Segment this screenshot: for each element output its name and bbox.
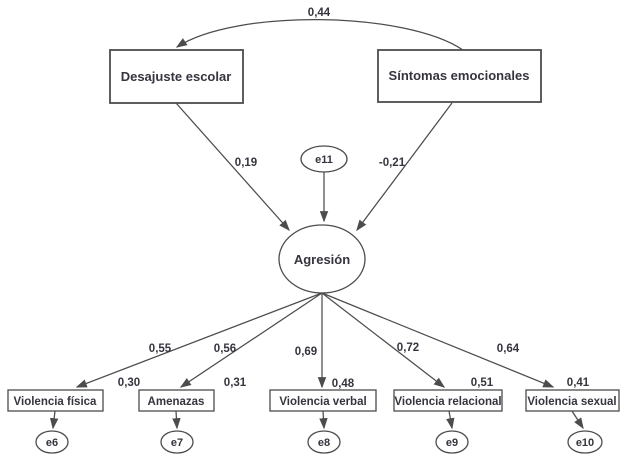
r2-label-violencia-verbal: 0,48 xyxy=(331,378,355,390)
error-label-e6: e6 xyxy=(45,437,59,449)
path-desajuste-to-agresion xyxy=(176,103,289,230)
indicator-label-amenazas: Amenazas xyxy=(147,396,205,408)
r2-label-amenazas: 0,31 xyxy=(223,377,247,389)
error-path-e7 xyxy=(176,411,177,428)
error-path-e10 xyxy=(572,411,583,428)
loading-label-violencia-relacional: 0,72 xyxy=(396,342,420,354)
loading-path-violencia-sexual xyxy=(322,293,553,387)
r2-label-violencia-sexual: 0,41 xyxy=(566,377,590,389)
indicator-label-violencia-verbal: Violencia verbal xyxy=(279,396,367,408)
loading-path-violencia-fisica xyxy=(77,293,322,387)
loading-label-violencia-sexual: 0,64 xyxy=(496,343,520,355)
loading-path-violencia-relacional xyxy=(322,293,444,387)
path-label-desajuste: 0,19 xyxy=(234,157,258,169)
error-path-e6 xyxy=(53,411,55,428)
indicator-label-violencia-fisica: Violencia física xyxy=(13,396,97,408)
loading-label-violencia-verbal: 0,69 xyxy=(294,346,318,358)
error-label-e8: e8 xyxy=(317,437,331,449)
exogenous-label-desajuste-escolar: Desajuste escolar xyxy=(120,69,232,84)
indicator-label-violencia-relacional: Violencia relacional xyxy=(394,396,502,408)
loading-label-violencia-fisica: 0,55 xyxy=(148,343,172,355)
error-label-e10: e10 xyxy=(575,437,595,449)
error-label-e7: e7 xyxy=(170,437,184,449)
exogenous-label-sintomas-emocionales: Síntomas emocionales xyxy=(388,68,530,83)
path-label-sintomas: -0,21 xyxy=(378,157,406,169)
covariance-arrow xyxy=(177,20,463,50)
covariance-label: 0,44 xyxy=(307,7,331,19)
loading-label-amenazas: 0,56 xyxy=(213,343,237,355)
loading-path-amenazas xyxy=(181,293,322,387)
r2-label-violencia-fisica: 0,30 xyxy=(117,377,141,389)
error-path-e9 xyxy=(449,411,452,428)
error-label-e9: e9 xyxy=(445,437,459,449)
latent-label-agresion: Agresión xyxy=(293,252,351,267)
error-path-e8 xyxy=(323,411,324,428)
error-label-e11: e11 xyxy=(315,154,333,166)
r2-label-violencia-relacional: 0,51 xyxy=(470,377,494,389)
indicator-label-violencia-sexual: Violencia sexual xyxy=(527,396,617,408)
